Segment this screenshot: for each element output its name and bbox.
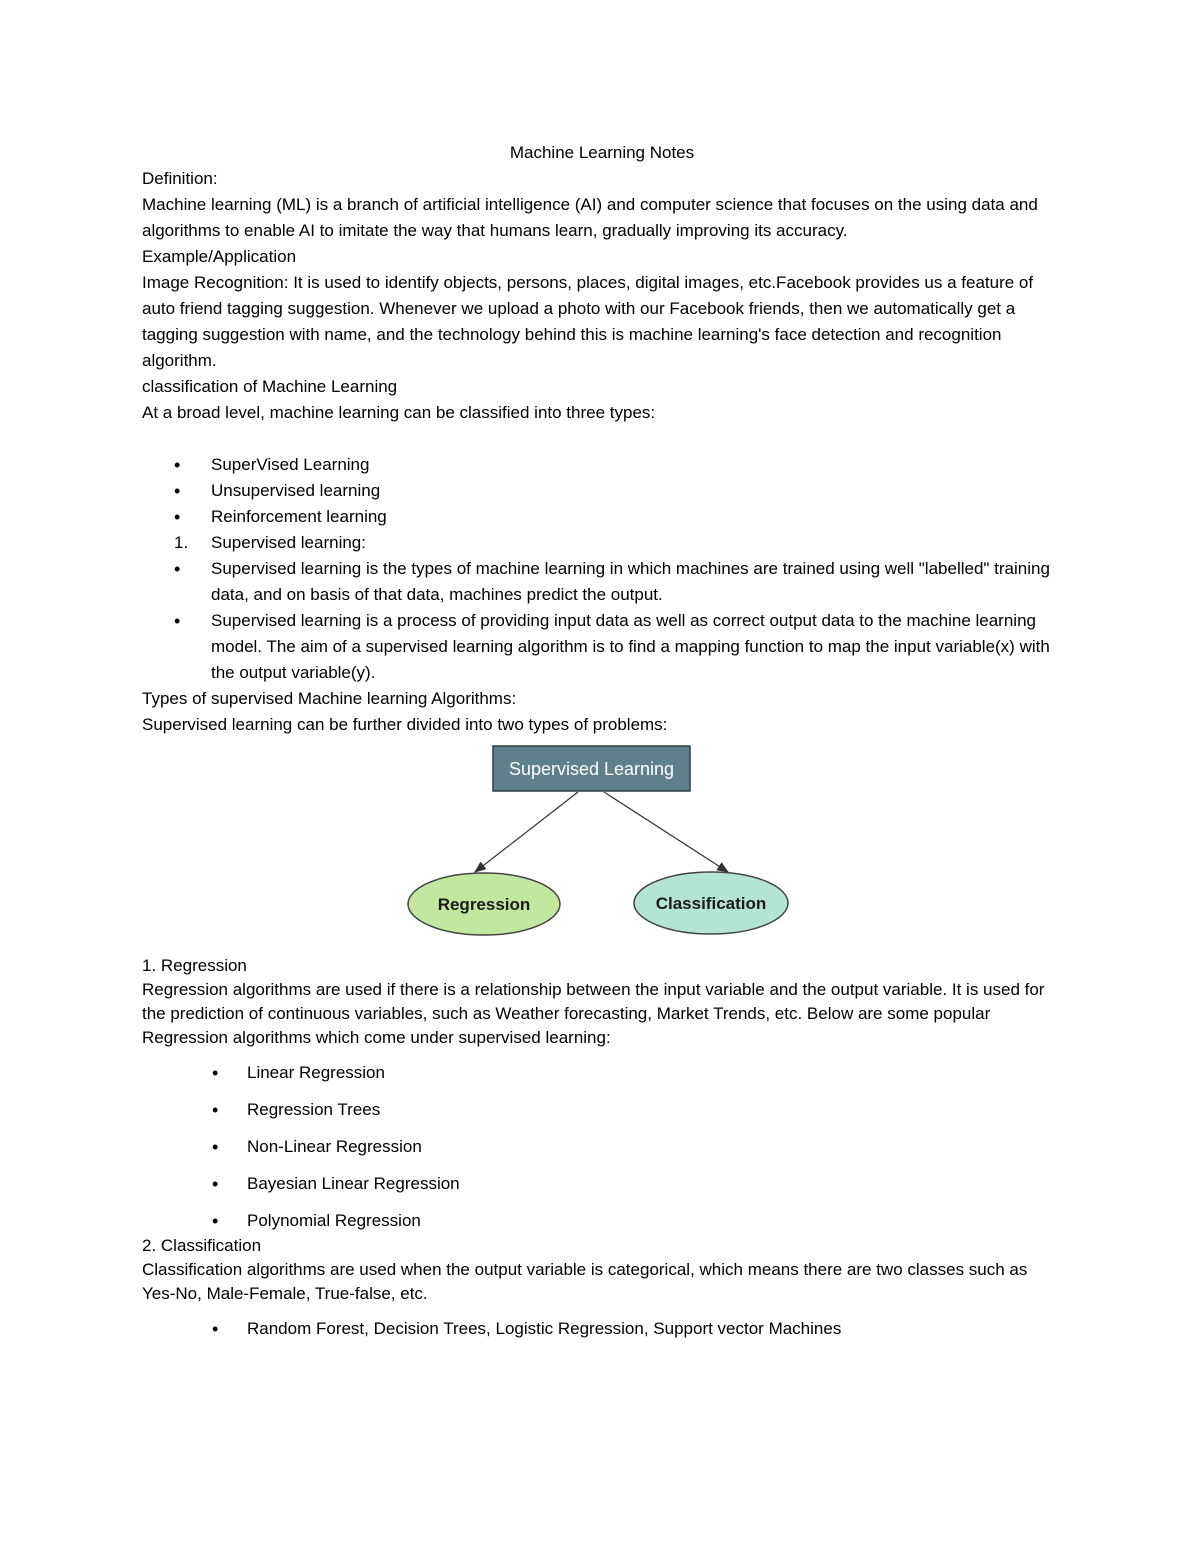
arrow-to-classification: [604, 792, 728, 872]
classification-intro: At a broad level, machine learning can be classified into three types:: [142, 403, 656, 422]
list-item: • Random Forest, Decision Trees, Logistic Regression, Support vector Machines: [142, 1316, 1062, 1342]
regression-text: Regression algorithms are used if there is a relationship between the input variable and the output variable. It is used for the prediction of continuous variables, such as Weather forecasting, Market Trends, etc. Below are some popular Regression algorithms which come under supervised learning:: [142, 980, 1045, 1047]
example-heading: Example/Application: [142, 247, 297, 266]
list-item: • Supervised learning is a process of providing input data as well as correct output data to the machine learning model. The aim of a supervised learning algorithm is to find a mapping function to map the input variable(x) with the output variable(y).: [142, 608, 1062, 686]
list-number: 1.: [174, 533, 189, 552]
list-item: • Polynomial Regression: [142, 1208, 1062, 1234]
diagram-svg: [142, 744, 1062, 954]
types-supervised-intro: Supervised learning can be further divided into two types of problems:: [142, 715, 668, 734]
page-title: Machine Learning Notes: [509, 143, 695, 162]
list-item: • Reinforcement learning: [142, 504, 1062, 530]
blank-line: [142, 426, 1062, 452]
supervised-heading: Supervised learning:: [211, 533, 366, 552]
document-page: [142, 140, 1062, 1353]
list-item: • Linear Regression: [142, 1060, 1062, 1086]
list-item: • Unsupervised learning: [142, 478, 1062, 504]
classification-node-label: Classification: [655, 894, 767, 913]
numbered-list: [142, 530, 1062, 556]
supervised-learning-diagram: [142, 744, 1062, 954]
list-item: • Regression Trees: [142, 1097, 1062, 1123]
list-item: • Bayesian Linear Regression: [142, 1171, 1062, 1197]
list-item: • SuperVised Learning: [142, 452, 1062, 478]
regression-algorithms-list: [142, 1060, 1062, 1234]
types-supervised-heading: Types of supervised Machine learning Algorithms:: [142, 689, 517, 708]
example-text: Image Recognition: It is used to identify objects, persons, places, digital images, etc.Facebook provides us a feature of auto friend tagging suggestion. Whenever we upload a photo with our Facebook friends, then we automatically get a tagging suggestion with name, and the technology behind this is machine learning's face detection and recognition algorithm.: [142, 273, 1034, 370]
definition-text: Machine learning (ML) is a branch of artificial intelligence (AI) and computer science that focuses on the using data and algorithms to enable AI to imitate the way that humans learn, gradually improving its accuracy.: [142, 195, 1038, 240]
list-item: [142, 530, 1062, 556]
list-item: • Non-Linear Regression: [142, 1134, 1062, 1160]
ml-types-list: [142, 452, 1062, 530]
classification-text: Classification algorithms are used when the output variable is categorical, which means there are two classes such as Yes-No, Male-Female, True-false, etc.: [142, 1260, 1028, 1303]
classification-heading: classification of Machine Learning: [142, 377, 398, 396]
arrow-to-regression: [475, 792, 578, 872]
supervised-learning-label: Supervised Learning: [508, 759, 675, 779]
classification-section-heading: 2. Classification: [142, 1236, 262, 1255]
list-item: • Supervised learning is the types of machine learning in which machines are trained using well "labelled" training data, and on basis of that data, machines predict the output.: [142, 556, 1062, 608]
supervised-points-list: [142, 556, 1062, 686]
definition-heading: Definition:: [142, 169, 218, 188]
classification-algorithms-list: [142, 1316, 1062, 1342]
regression-node-label: Regression: [437, 895, 531, 914]
regression-heading: 1. Regression: [142, 956, 247, 975]
